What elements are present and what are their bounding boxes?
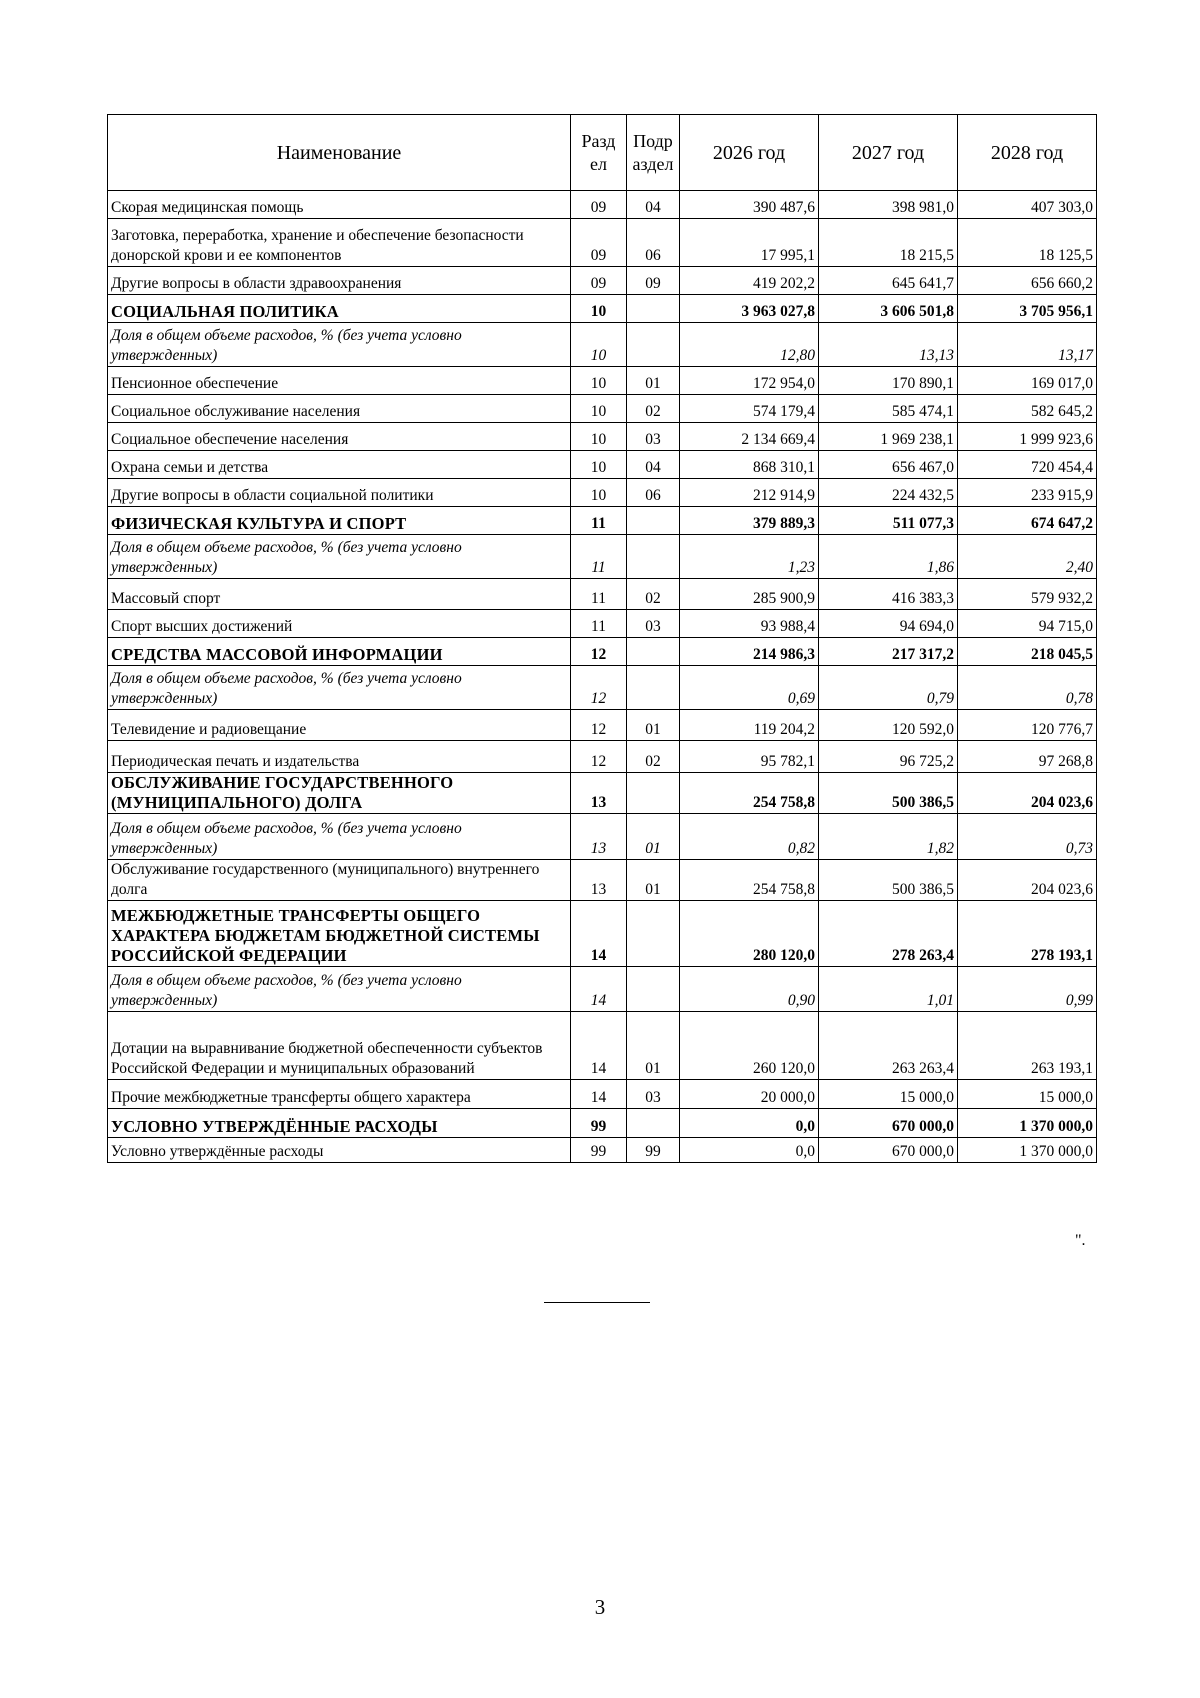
row-name-cell: Доля в общем объеме расходов, % (без учета условно утвержденных): [108, 535, 571, 579]
row-2026-cell: 260 120,0: [680, 1012, 819, 1080]
row-2028-cell: 0,78: [958, 666, 1097, 710]
row-2028-cell: 1 370 000,0: [958, 1109, 1097, 1138]
budget-table: [107, 114, 1097, 1163]
row-2028-cell: 263 193,1: [958, 1012, 1097, 1080]
row-section-cell: 99: [571, 1138, 627, 1163]
row-section-cell: 12: [571, 638, 627, 666]
row-name-cell: ФИЗИЧЕСКАЯ КУЛЬТУРА И СПОРТ: [108, 507, 571, 535]
row-subsection-cell: 01: [627, 860, 680, 901]
row-name-cell: СРЕДСТВА МАССОВОЙ ИНФОРМАЦИИ: [108, 638, 571, 666]
row-subsection-cell: 04: [627, 451, 680, 479]
row-section-cell: 12: [571, 741, 627, 773]
row-2026-cell: 20 000,0: [680, 1080, 819, 1109]
row-2027-cell: 656 467,0: [819, 451, 958, 479]
row-name-cell: УСЛОВНО УТВЕРЖДЁННЫЕ РАСХОДЫ: [108, 1109, 571, 1138]
header-2027: 2027 год: [819, 115, 958, 191]
row-2028-cell: 582 645,2: [958, 395, 1097, 423]
table-body: [108, 191, 1097, 1163]
row-2028-cell: 18 125,5: [958, 219, 1097, 267]
row-2026-cell: 3 963 027,8: [680, 295, 819, 323]
header-name: Наименование: [108, 115, 571, 191]
row-name-cell: Обслуживание государственного (муниципального) внутреннего долга: [108, 860, 571, 901]
row-name-cell: Прочие межбюджетные трансферты общего характера: [108, 1080, 571, 1109]
row-name-cell: Дотации на выравнивание бюджетной обеспеченности субъектов Российской Федерации и муниципальных образований: [108, 1012, 571, 1080]
row-2027-cell: 96 725,2: [819, 741, 958, 773]
row-2026-cell: 0,0: [680, 1109, 819, 1138]
row-2026-cell: 214 986,3: [680, 638, 819, 666]
row-2027-cell: 263 263,4: [819, 1012, 958, 1080]
row-2027-cell: 170 890,1: [819, 367, 958, 395]
row-subsection-cell: [627, 773, 680, 814]
row-section-cell: 14: [571, 901, 627, 967]
row-2026-cell: 285 900,9: [680, 579, 819, 610]
row-name-cell: Телевидение и радиовещание: [108, 710, 571, 741]
row-2027-cell: 18 215,5: [819, 219, 958, 267]
share-row: [108, 535, 1097, 579]
row-2026-cell: 419 202,2: [680, 267, 819, 295]
row-subsection-cell: 02: [627, 579, 680, 610]
table-row: [108, 267, 1097, 295]
table-row: [108, 219, 1097, 267]
row-subsection-cell: [627, 535, 680, 579]
row-2026-cell: 0,82: [680, 814, 819, 860]
row-section-cell: 09: [571, 219, 627, 267]
row-subsection-cell: 01: [627, 710, 680, 741]
row-2028-cell: 218 045,5: [958, 638, 1097, 666]
row-2028-cell: 1 999 923,6: [958, 423, 1097, 451]
section-row: [108, 638, 1097, 666]
row-section-cell: 12: [571, 666, 627, 710]
row-2027-cell: 1,82: [819, 814, 958, 860]
row-subsection-cell: [627, 901, 680, 967]
row-section-cell: 14: [571, 1012, 627, 1080]
row-2026-cell: 254 758,8: [680, 773, 819, 814]
row-2026-cell: 0,0: [680, 1138, 819, 1163]
section-row: [108, 1109, 1097, 1138]
row-2026-cell: 390 487,6: [680, 191, 819, 219]
row-2026-cell: 95 782,1: [680, 741, 819, 773]
table-row: [108, 191, 1097, 219]
row-subsection-cell: 02: [627, 395, 680, 423]
header-2026: 2026 год: [680, 115, 819, 191]
row-2028-cell: 0,99: [958, 967, 1097, 1012]
page-number: 3: [594, 1595, 606, 1619]
row-2026-cell: 12,80: [680, 323, 819, 367]
row-section-cell: 13: [571, 773, 627, 814]
table-row: [108, 395, 1097, 423]
row-2028-cell: 407 303,0: [958, 191, 1097, 219]
row-subsection-cell: 06: [627, 479, 680, 507]
row-subsection-cell: 06: [627, 219, 680, 267]
row-2027-cell: 217 317,2: [819, 638, 958, 666]
row-2026-cell: 254 758,8: [680, 860, 819, 901]
row-section-cell: 99: [571, 1109, 627, 1138]
row-2027-cell: 670 000,0: [819, 1138, 958, 1163]
row-2028-cell: 204 023,6: [958, 860, 1097, 901]
row-2027-cell: 0,79: [819, 666, 958, 710]
row-2028-cell: 233 915,9: [958, 479, 1097, 507]
row-name-cell: Доля в общем объеме расходов, % (без учета условно утвержденных): [108, 967, 571, 1012]
row-section-cell: 11: [571, 579, 627, 610]
table-row: [108, 423, 1097, 451]
row-section-cell: 11: [571, 507, 627, 535]
row-name-cell: МЕЖБЮДЖЕТНЫЕ ТРАНСФЕРТЫ ОБЩЕГО ХАРАКТЕРА БЮДЖЕТАМ БЮДЖЕТНОЙ СИСТЕМЫ РОССИЙСКОЙ ФЕДЕРАЦИИ: [108, 901, 571, 967]
row-2026-cell: 1,23: [680, 535, 819, 579]
row-2026-cell: 212 914,9: [680, 479, 819, 507]
row-2027-cell: 500 386,5: [819, 860, 958, 901]
row-name-cell: Пенсионное обеспечение: [108, 367, 571, 395]
row-name-cell: Социальное обслуживание населения: [108, 395, 571, 423]
row-2026-cell: 379 889,3: [680, 507, 819, 535]
row-name-cell: Заготовка, переработка, хранение и обеспечение безопасности донорской крови и ее компонентов: [108, 219, 571, 267]
row-subsection-cell: 03: [627, 1080, 680, 1109]
row-subsection-cell: 09: [627, 267, 680, 295]
table-row: [108, 710, 1097, 741]
table-row: [108, 1012, 1097, 1080]
row-2026-cell: 0,69: [680, 666, 819, 710]
row-2027-cell: 511 077,3: [819, 507, 958, 535]
row-subsection-cell: 04: [627, 191, 680, 219]
row-name-cell: Социальное обеспечение населения: [108, 423, 571, 451]
row-section-cell: 11: [571, 610, 627, 638]
row-subsection-cell: [627, 638, 680, 666]
header-subsection: Подр аздел: [627, 115, 680, 191]
row-name-cell: Массовый спорт: [108, 579, 571, 610]
row-2027-cell: 1 969 238,1: [819, 423, 958, 451]
table-header-row: [108, 115, 1097, 191]
row-subsection-cell: 99: [627, 1138, 680, 1163]
row-2028-cell: 169 017,0: [958, 367, 1097, 395]
header-2028: 2028 год: [958, 115, 1097, 191]
row-name-cell: Доля в общем объеме расходов, % (без учета условно утвержденных): [108, 323, 571, 367]
row-section-cell: 12: [571, 710, 627, 741]
row-name-cell: Условно утверждённые расходы: [108, 1138, 571, 1163]
row-2027-cell: 3 606 501,8: [819, 295, 958, 323]
row-subsection-cell: [627, 507, 680, 535]
section-row: [108, 507, 1097, 535]
row-2026-cell: 0,90: [680, 967, 819, 1012]
divider-line: [544, 1302, 650, 1303]
row-name-cell: Доля в общем объеме расходов, % (без учета условно утвержденных): [108, 814, 571, 860]
share-row: [108, 666, 1097, 710]
section-row: [108, 901, 1097, 967]
row-2028-cell: 97 268,8: [958, 741, 1097, 773]
row-2028-cell: 3 705 956,1: [958, 295, 1097, 323]
row-2027-cell: 94 694,0: [819, 610, 958, 638]
row-subsection-cell: 01: [627, 1012, 680, 1080]
row-subsection-cell: 02: [627, 741, 680, 773]
row-subsection-cell: 03: [627, 423, 680, 451]
row-section-cell: 13: [571, 814, 627, 860]
row-name-cell: ОБСЛУЖИВАНИЕ ГОСУДАРСТВЕННОГО (МУНИЦИПАЛЬНОГО) ДОЛГА: [108, 773, 571, 814]
row-2027-cell: 500 386,5: [819, 773, 958, 814]
row-2028-cell: 720 454,4: [958, 451, 1097, 479]
row-2027-cell: 278 263,4: [819, 901, 958, 967]
table-row: [108, 1080, 1097, 1109]
row-section-cell: 14: [571, 1080, 627, 1109]
row-2027-cell: 585 474,1: [819, 395, 958, 423]
row-section-cell: 10: [571, 367, 627, 395]
row-2027-cell: 1,01: [819, 967, 958, 1012]
row-2026-cell: 280 120,0: [680, 901, 819, 967]
row-2027-cell: 645 641,7: [819, 267, 958, 295]
row-section-cell: 13: [571, 860, 627, 901]
row-2026-cell: 119 204,2: [680, 710, 819, 741]
table-row: [108, 1138, 1097, 1163]
share-row: [108, 967, 1097, 1012]
row-2028-cell: 15 000,0: [958, 1080, 1097, 1109]
row-section-cell: 14: [571, 967, 627, 1012]
row-name-cell: Скорая медицинская помощь: [108, 191, 571, 219]
row-subsection-cell: [627, 967, 680, 1012]
section-row: [108, 295, 1097, 323]
row-section-cell: 09: [571, 191, 627, 219]
row-2026-cell: 17 995,1: [680, 219, 819, 267]
row-subsection-cell: 01: [627, 367, 680, 395]
row-section-cell: 09: [571, 267, 627, 295]
row-2027-cell: 398 981,0: [819, 191, 958, 219]
row-2028-cell: 1 370 000,0: [958, 1138, 1097, 1163]
row-section-cell: 10: [571, 423, 627, 451]
row-subsection-cell: [627, 323, 680, 367]
table-row: [108, 610, 1097, 638]
row-2026-cell: 2 134 669,4: [680, 423, 819, 451]
share-row: [108, 323, 1097, 367]
row-2027-cell: 416 383,3: [819, 579, 958, 610]
row-subsection-cell: [627, 666, 680, 710]
table-row: [108, 451, 1097, 479]
table-row: [108, 860, 1097, 901]
row-2026-cell: 574 179,4: [680, 395, 819, 423]
row-subsection-cell: [627, 1109, 680, 1138]
row-section-cell: 10: [571, 479, 627, 507]
closing-quote: ".: [1075, 1232, 1086, 1249]
table-row: [108, 741, 1097, 773]
row-2028-cell: 674 647,2: [958, 507, 1097, 535]
row-name-cell: Спорт высших достижений: [108, 610, 571, 638]
row-section-cell: 11: [571, 535, 627, 579]
table-row: [108, 579, 1097, 610]
row-section-cell: 10: [571, 295, 627, 323]
row-name-cell: Охрана семьи и детства: [108, 451, 571, 479]
table-row: [108, 367, 1097, 395]
row-2028-cell: 13,17: [958, 323, 1097, 367]
row-2027-cell: 224 432,5: [819, 479, 958, 507]
row-name-cell: Другие вопросы в области здравоохранения: [108, 267, 571, 295]
table-row: [108, 479, 1097, 507]
share-row: [108, 814, 1097, 860]
row-subsection-cell: [627, 295, 680, 323]
row-2027-cell: 1,86: [819, 535, 958, 579]
row-subsection-cell: 01: [627, 814, 680, 860]
row-2028-cell: 656 660,2: [958, 267, 1097, 295]
section-row: [108, 773, 1097, 814]
row-section-cell: 10: [571, 395, 627, 423]
row-subsection-cell: 03: [627, 610, 680, 638]
row-2026-cell: 868 310,1: [680, 451, 819, 479]
row-name-cell: Другие вопросы в области социальной политики: [108, 479, 571, 507]
row-2026-cell: 93 988,4: [680, 610, 819, 638]
row-2028-cell: 278 193,1: [958, 901, 1097, 967]
row-section-cell: 10: [571, 451, 627, 479]
row-2028-cell: 0,73: [958, 814, 1097, 860]
row-2027-cell: 15 000,0: [819, 1080, 958, 1109]
row-name-cell: СОЦИАЛЬНАЯ ПОЛИТИКА: [108, 295, 571, 323]
row-2027-cell: 670 000,0: [819, 1109, 958, 1138]
row-section-cell: 10: [571, 323, 627, 367]
row-2028-cell: 2,40: [958, 535, 1097, 579]
row-2027-cell: 120 592,0: [819, 710, 958, 741]
row-2028-cell: 204 023,6: [958, 773, 1097, 814]
row-2028-cell: 94 715,0: [958, 610, 1097, 638]
row-name-cell: Периодическая печать и издательства: [108, 741, 571, 773]
header-section: Разд ел: [571, 115, 627, 191]
row-2026-cell: 172 954,0: [680, 367, 819, 395]
row-2028-cell: 579 932,2: [958, 579, 1097, 610]
row-2027-cell: 13,13: [819, 323, 958, 367]
row-name-cell: Доля в общем объеме расходов, % (без учета условно утвержденных): [108, 666, 571, 710]
row-2028-cell: 120 776,7: [958, 710, 1097, 741]
